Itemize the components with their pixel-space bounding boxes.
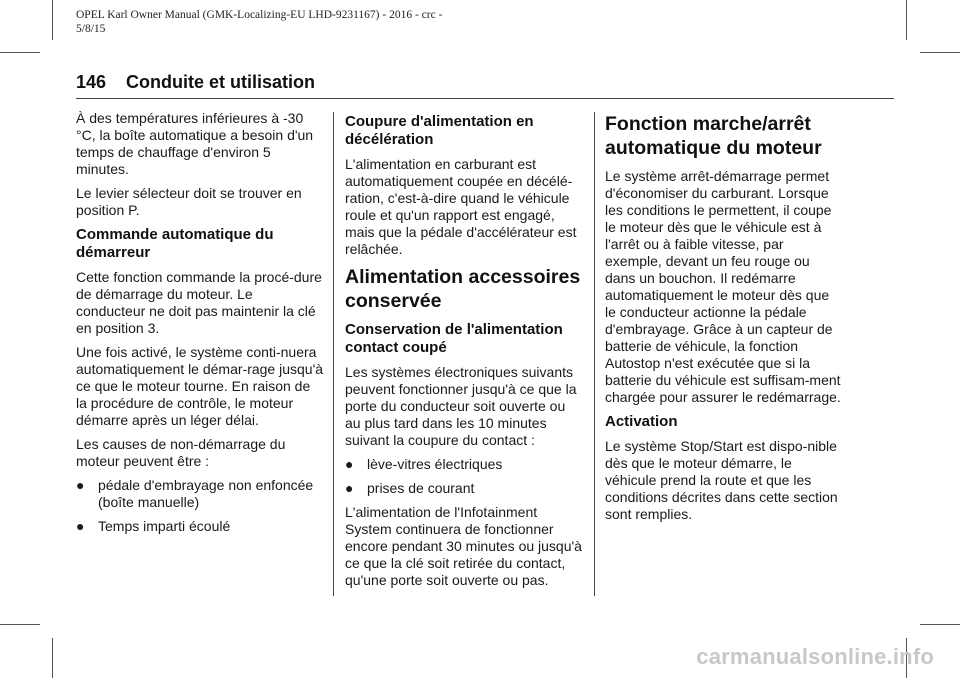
list-item-text: lève-vitres électriques xyxy=(367,456,503,472)
paragraph: Les systèmes électroniques suivants peuvent fonctionner jusqu'à ce que la porte du conducteur soit ouverte ou au plus tard dans les 10 minutes suivant la coupure du contact : xyxy=(345,364,577,448)
bullet-icon: ● xyxy=(76,477,85,493)
list-item xyxy=(76,477,324,511)
header-rule xyxy=(76,98,894,99)
heading-commande-automatique: Commande automatique du démarreur xyxy=(76,226,274,261)
page-number: 146 xyxy=(76,72,107,92)
print-metadata xyxy=(76,8,596,36)
print-metadata-line-1: OPEL Karl Owner Manual (GMK-Localizing-EU LHD-9231167) - 2016 - crc - xyxy=(76,9,443,21)
watermark: carmanualsonline.info xyxy=(696,644,934,669)
column-3 xyxy=(605,110,843,530)
section-title: Conduite et utilisation xyxy=(126,72,315,92)
paragraph: Une fois activé, le système conti-nuera automatiquement le démar-rage jusqu'à ce que le moteur tourne. En raison de la procédure de contrôle, le moteur démarre après un léger délai. xyxy=(76,344,324,428)
crop-mark xyxy=(52,638,53,678)
heading-conservation-alimentation: Conservation de l'alimentation contact coupé xyxy=(345,321,563,356)
paragraph: Le système Stop/Start est dispo-nible dès que le moteur démarre, le véhicule prend la route et que les conditions décrites dans cette section sont remplies. xyxy=(605,438,838,522)
heading-alimentation-accessoires: Alimentation accessoires conservée xyxy=(345,266,581,312)
heading-coupure-alimentation: Coupure d'alimentation en décélération xyxy=(345,113,534,148)
page-header xyxy=(76,72,894,93)
column-2 xyxy=(345,110,583,596)
paragraph: Le système arrêt-démarrage permet d'économiser du carburant. Lorsque les conditions le permettent, il coupe le moteur dès que le véhicule est à l'arrêt ou à faible vitesse, par exemple, devant un feu rouge ou dans un bouchon. Il redémarre automatiquement le moteur dès que le conducteur actionne la pédale d'embrayage. Grâce à un capteur de batterie de véhicule, la fonction Autostop n'est exécutée que si la batterie du véhicule est suffisam-ment chargée pour assurer le redémarrage. xyxy=(605,168,841,405)
list-item-text: Temps imparti écoulé xyxy=(98,518,231,534)
heading-fonction-marche-arret: Fonction marche/arrêt automatique du moteur xyxy=(605,113,822,159)
paragraph: Les causes de non-démarrage du moteur peuvent être : xyxy=(76,436,286,469)
list-item xyxy=(345,456,583,473)
bullet-icon: ● xyxy=(76,518,85,534)
column-divider xyxy=(333,112,334,596)
bullet-icon: ● xyxy=(345,456,354,472)
list-item-text: pédale d'embrayage non enfoncée (boîte manuelle) xyxy=(98,477,314,510)
list-item xyxy=(76,518,324,535)
crop-mark xyxy=(52,0,53,40)
column-divider xyxy=(594,112,595,596)
paragraph: L'alimentation en carburant est automatiquement coupée en décélé-ration, c'est-à-dire quand le véhicule roule et qu'un rapport est engagé, mais que la pédale d'accélérateur est relâchée. xyxy=(345,156,577,257)
column-1 xyxy=(76,110,324,542)
crop-mark xyxy=(0,624,40,625)
heading-activation: Activation xyxy=(605,413,678,430)
crop-mark xyxy=(0,52,40,53)
paragraph: L'alimentation de l'Infotainment System continuera de fonctionner encore pendant 30 minutes ou jusqu'à ce que la clé soit retirée du contact, qu'une porte soit ouverte ou pas. xyxy=(345,504,582,588)
list-item-text: prises de courant xyxy=(367,480,475,496)
print-metadata-line-2: 5/8/15 xyxy=(76,23,106,35)
paragraph: À des températures inférieures à -30 °C, la boîte automatique a besoin d'un temps de chauffage d'environ 5 minutes. xyxy=(76,110,314,177)
crop-mark xyxy=(906,0,907,40)
list-item xyxy=(345,480,583,497)
bullet-icon: ● xyxy=(345,480,354,496)
crop-mark xyxy=(920,624,960,625)
paragraph: Cette fonction commande la procé-dure de démarrage du moteur. Le conducteur ne doit pas maintenir la clé en position 3. xyxy=(76,269,322,336)
crop-mark xyxy=(920,52,960,53)
paragraph: Le levier sélecteur doit se trouver en position P. xyxy=(76,185,302,218)
